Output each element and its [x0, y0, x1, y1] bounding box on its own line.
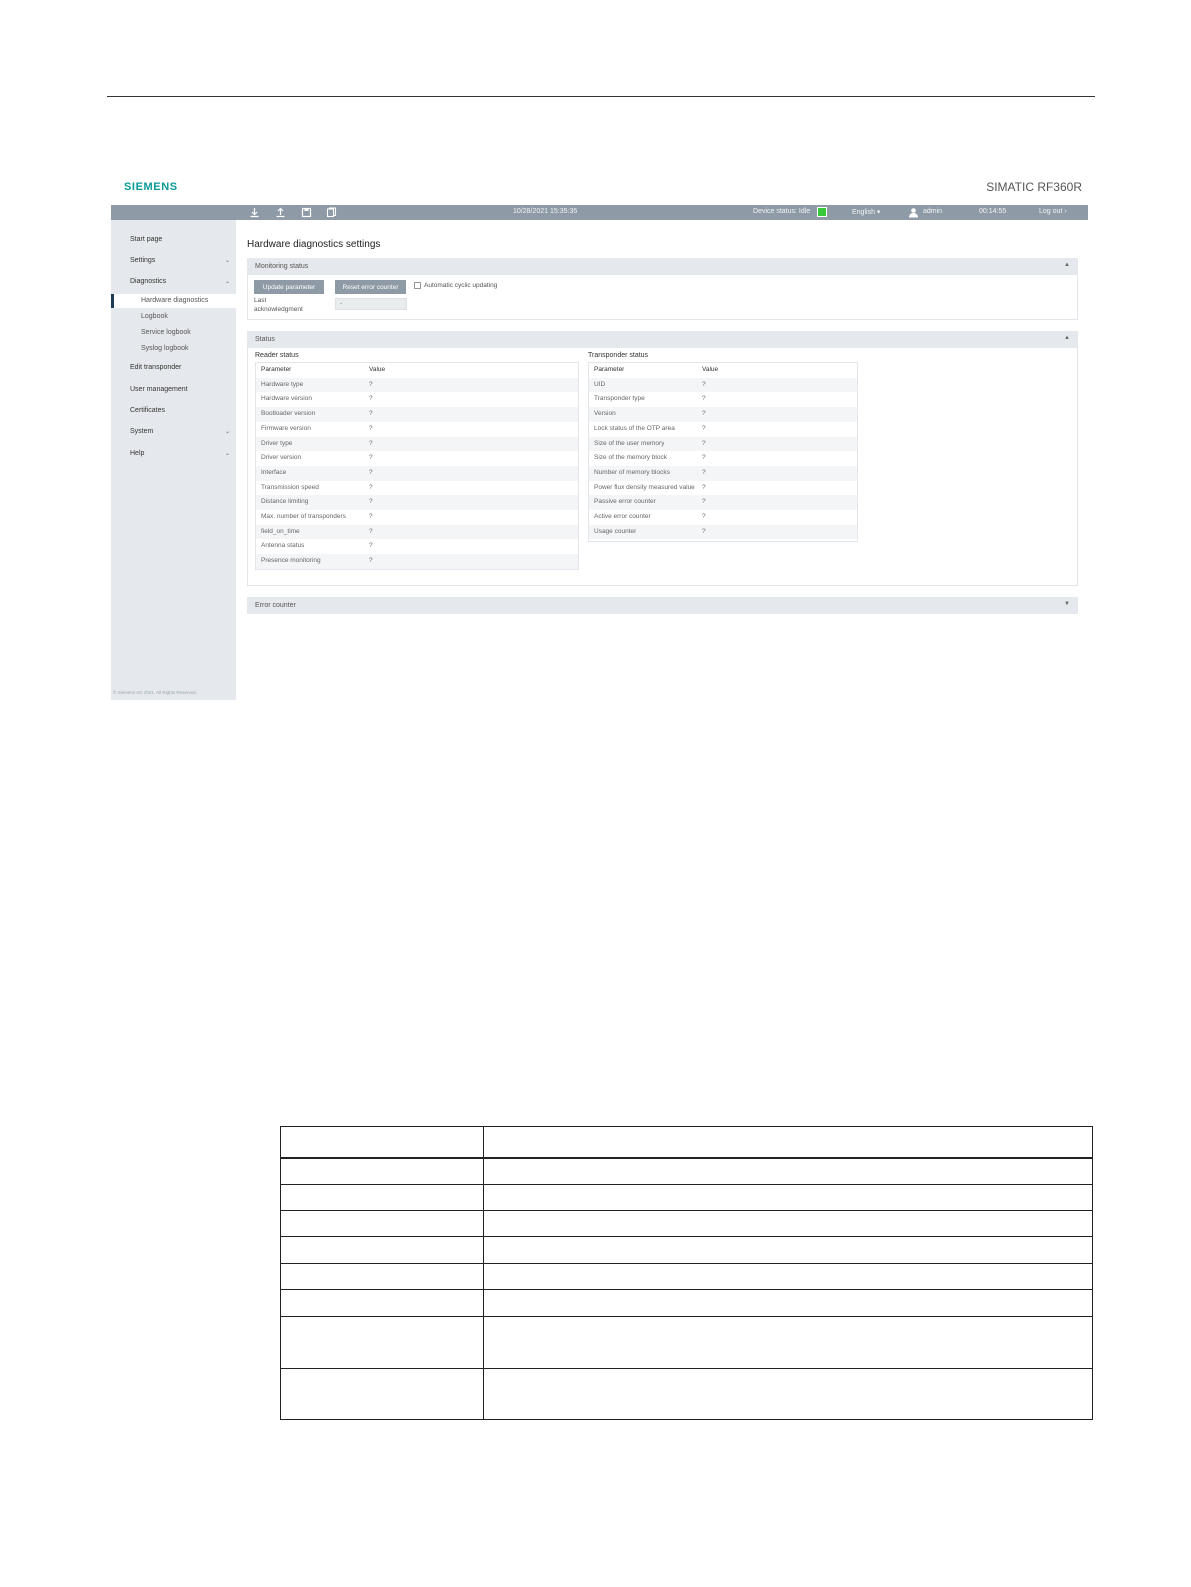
sidebar-item-user-management[interactable]: User management: [130, 386, 188, 393]
product-name: SIMATIC RF360R: [986, 180, 1082, 194]
chevron-down-icon: ▾: [876, 209, 881, 216]
column-divider: [483, 1127, 484, 1419]
value-cell: ?: [369, 513, 373, 520]
parameter-cell: Lock status of the OTP area: [594, 424, 675, 432]
download-icon[interactable]: [249, 207, 260, 218]
parameter-cell: Usage counter: [594, 527, 637, 535]
value-cell: ?: [702, 439, 706, 447]
last-acknowledgment-label: Last: [254, 297, 267, 304]
session-timer: 00:14:55: [979, 208, 1007, 215]
table-row: [281, 1211, 1092, 1237]
parameter-cell: Driver type: [261, 439, 293, 447]
upload-icon[interactable]: [275, 207, 286, 218]
table-header: Parameter Value: [594, 366, 719, 373]
value-cell: ?: [369, 454, 373, 462]
sidebar-item-syslog-logbook[interactable]: Syslog logbook: [141, 345, 189, 352]
logout-link[interactable]: Log out ›: [1039, 208, 1067, 215]
device-status-indicator: [817, 207, 827, 217]
parameter-cell: Number of memory blocks: [594, 468, 670, 476]
chevron-down-icon: ⌄: [224, 451, 230, 457]
top-toolbar: [111, 205, 1088, 220]
device-status: Device status: Idle: [753, 208, 811, 215]
table-row: [281, 1127, 1092, 1159]
parameter-cell: Size of the user memory: [594, 439, 665, 447]
value-cell: ?: [702, 424, 706, 432]
monitoring-status-panel: [247, 275, 1078, 320]
parameter-cell: Active error counter: [594, 513, 651, 520]
table-row: [281, 1237, 1092, 1264]
reader-status-table: [255, 362, 579, 570]
parameter-cell: Power flux density measured value: [594, 483, 695, 491]
last-acknowledgment-value: -: [335, 298, 407, 310]
chevron-up-icon: ▲: [1064, 262, 1070, 268]
parameter-cell: Driver version: [261, 454, 302, 462]
value-cell: ?: [369, 542, 373, 550]
error-counter-header[interactable]: Error counter ▼: [247, 597, 1078, 614]
value-cell: ?: [702, 454, 706, 462]
value-cell: ?: [702, 513, 706, 520]
save-icon[interactable]: [301, 207, 312, 218]
table-row: [281, 1317, 1092, 1369]
parameter-cell: Hardware version: [261, 395, 312, 403]
value-cell: ?: [369, 380, 373, 388]
table-row: [589, 378, 857, 393]
transponder-status-title: Transponder status: [588, 352, 649, 359]
table-row: [589, 392, 857, 407]
value-cell: ?: [702, 527, 706, 535]
value-cell: ?: [369, 483, 373, 491]
sidebar-item-hardware-diagnostics[interactable]: Hardware diagnostics: [111, 294, 236, 308]
documents-icon[interactable]: [326, 207, 337, 218]
chevron-down-icon: ⌄: [224, 258, 230, 264]
siemens-logo: SIEMENS: [124, 181, 178, 193]
value-cell: ?: [702, 395, 706, 403]
table-row: [589, 525, 857, 540]
update-parameter-button[interactable]: Update parameter: [254, 280, 324, 294]
table-header: Parameter Value: [261, 366, 386, 373]
table-row: [256, 539, 578, 554]
user-icon: [908, 207, 919, 218]
table-row: [256, 481, 578, 496]
app-window: [111, 172, 1088, 700]
parameter-cell: Max. number of transponders: [261, 513, 346, 520]
parameter-cell: Bootloader version: [261, 410, 316, 418]
table-row: [589, 437, 857, 452]
reset-error-counter-button[interactable]: Reset error counter: [335, 280, 406, 294]
sidebar-item-certificates[interactable]: Certificates: [130, 407, 166, 414]
parameter-cell: Transponder type: [594, 395, 645, 403]
value-cell: ?: [369, 498, 373, 506]
status-header[interactable]: Status ▲: [247, 331, 1078, 348]
parameter-cell: Passive error counter: [594, 498, 656, 506]
sidebar-item-help[interactable]: Help ⌄: [130, 450, 230, 457]
table-row: [281, 1290, 1092, 1317]
sidebar-item-diagnostics[interactable]: Diagnostics ⌄: [130, 278, 230, 285]
table-row: [589, 495, 857, 510]
status-panel: [247, 348, 1078, 586]
chevron-up-icon: ▲: [1064, 335, 1070, 341]
value-cell: ?: [702, 498, 706, 506]
table-row: [256, 407, 578, 422]
sidebar-item-start-page[interactable]: Start page: [130, 236, 163, 243]
datetime: 10/28/2021 15:35:35: [513, 208, 578, 215]
chevron-down-icon: ⌄: [224, 279, 230, 285]
table-row: [589, 481, 857, 496]
table-row: [256, 392, 578, 407]
chevron-down-icon: ▼: [1064, 601, 1070, 607]
table-row: [589, 466, 857, 481]
value-cell: ?: [702, 410, 706, 418]
parameter-cell: Presence monitoring: [261, 557, 321, 565]
parameter-cell: Firmware version: [261, 424, 311, 432]
value-cell: ?: [369, 527, 373, 535]
table-row: [256, 525, 578, 540]
table-row: [589, 407, 857, 422]
transponder-status-table: [588, 362, 858, 542]
table-row: [256, 451, 578, 466]
value-cell: ?: [369, 557, 373, 565]
sidebar-item-logbook[interactable]: Logbook: [141, 313, 168, 320]
parameter-cell: Transmission speed: [261, 483, 319, 491]
language-select[interactable]: English ▾: [852, 209, 881, 216]
table-row: [281, 1159, 1092, 1185]
table-row: [589, 451, 857, 466]
page-header-rule: [107, 96, 1095, 97]
copyright: © Siemens AG 2021. All Rights Reserved.: [113, 690, 197, 695]
last-acknowledgment-label-2: acknowledgment: [254, 306, 303, 313]
table-row: [256, 378, 578, 393]
automatic-cyclic-updating-label: Automatic cyclic updating: [424, 282, 498, 289]
parameter-cell: UID: [594, 380, 606, 388]
table-row: [589, 510, 857, 525]
chevron-down-icon: ⌄: [224, 429, 230, 435]
monitoring-status-header[interactable]: Monitoring status ▲: [247, 258, 1078, 275]
value-cell: ?: [369, 439, 373, 447]
parameter-cell: Size of the memory block: [594, 454, 667, 462]
parameter-cell: Antenna status: [261, 542, 305, 550]
sidebar-item-system[interactable]: System ⌄: [130, 428, 230, 435]
sidebar-item-edit-transponder[interactable]: Edit transponder: [130, 364, 182, 371]
value-cell: ?: [369, 410, 373, 418]
value-cell: ?: [702, 483, 706, 491]
value-cell: ?: [369, 468, 373, 476]
table-row: [256, 437, 578, 452]
table-row: [256, 554, 578, 569]
table-row: [256, 466, 578, 481]
table-row: [281, 1264, 1092, 1290]
sidebar-item-service-logbook[interactable]: Service logbook: [141, 329, 191, 336]
reader-status-title: Reader status: [255, 352, 299, 359]
page-title: Hardware diagnostics settings: [247, 239, 381, 250]
value-cell: ?: [369, 395, 373, 403]
parameter-cell: field_on_time: [261, 527, 300, 535]
table-row: [281, 1185, 1092, 1211]
sidebar-item-settings[interactable]: Settings ⌄: [130, 257, 230, 264]
chevron-right-icon: ›: [1064, 208, 1067, 215]
parameter-cell: Version: [594, 410, 616, 418]
table-row: [256, 422, 578, 437]
parameter-cell: Distance limiting: [261, 498, 309, 506]
automatic-cyclic-updating-checkbox[interactable]: [414, 282, 421, 289]
main-content: [247, 220, 1078, 690]
document-table: [280, 1126, 1093, 1420]
table-row: [256, 495, 578, 510]
table-row: [256, 510, 578, 525]
parameter-cell: Interface: [261, 468, 287, 476]
value-cell: ?: [369, 424, 373, 432]
value-cell: ?: [702, 468, 706, 476]
username: admin: [923, 208, 943, 215]
table-row: [281, 1369, 1092, 1419]
sidebar: [111, 220, 236, 700]
table-row: [589, 422, 857, 437]
parameter-cell: Hardware type: [261, 380, 304, 388]
value-cell: ?: [702, 380, 706, 388]
